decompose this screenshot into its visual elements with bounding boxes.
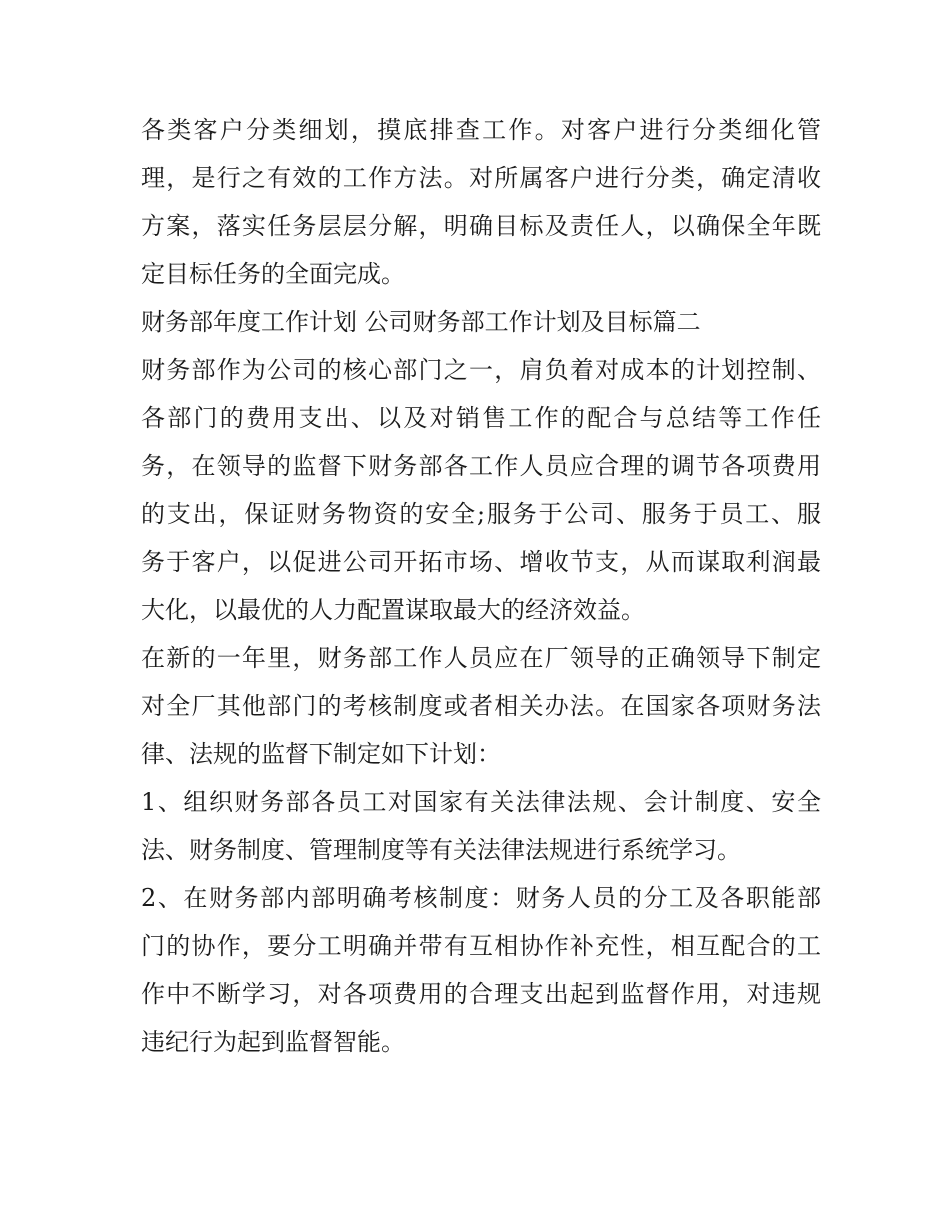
text-line: 违纪行为起到监督智能。 — [141, 1028, 405, 1056]
heading-text: 财务部年度工作计划 公司财务部工作计划及目标篇二 — [141, 308, 701, 336]
paragraph-finance-role — [141, 346, 821, 634]
document-body — [141, 106, 821, 1066]
section-heading — [141, 298, 821, 346]
text-line: 的支出，保证财务物资的安全;服务于公司、服务于员工、服 — [141, 500, 821, 528]
text-line: 门的协作，要分工明确并带有互相协作补充性，相互配合的工 — [141, 932, 821, 960]
text-line: 各类客户分类细划，摸底排查工作。对客户进行分类细化管 — [141, 116, 821, 144]
text-line: 财务部作为公司的核心部门之一，肩负着对成本的计划控制、 — [141, 356, 821, 384]
text-line: 方案，落实任务层层分解，明确目标及责任人，以确保全年既 — [141, 212, 821, 240]
text-line: 各部门的费用支出、以及对销售工作的配合与总结等工作任 — [141, 404, 821, 432]
paragraph-customer-classification — [141, 106, 821, 298]
text-line: 1、组织财务部各员工对国家有关法律法规、会计制度、安全 — [141, 788, 821, 816]
list-item-1 — [141, 778, 821, 874]
text-line: 在新的一年里，财务部工作人员应在厂领导的正确领导下制定 — [141, 644, 821, 672]
text-line: 律、法规的监督下制定如下计划： — [141, 740, 501, 768]
text-line: 务于客户，以促进公司开拓市场、增收节支，从而谋取利润最 — [141, 548, 821, 576]
text-line: 2、在财务部内部明确考核制度：财务人员的分工及各职能部 — [141, 884, 821, 912]
list-item-2 — [141, 874, 821, 1066]
text-line: 务，在领导的监督下财务部各工作人员应合理的调节各项费用 — [141, 452, 821, 480]
text-line: 理，是行之有效的工作方法。对所属客户进行分类，确定清收 — [141, 164, 821, 192]
text-line: 大化，以最优的人力配置谋取最大的经济效益。 — [141, 596, 645, 624]
paragraph-new-year-plan — [141, 634, 821, 778]
text-line: 作中不断学习，对各项费用的合理支出起到监督作用，对违规 — [141, 980, 821, 1008]
text-line: 法、财务制度、管理制度等有关法律法规进行系统学习。 — [141, 836, 741, 864]
text-line: 定目标任务的全面完成。 — [141, 260, 405, 288]
text-line: 对全厂其他部门的考核制度或者相关办法。在国家各项财务法 — [141, 692, 821, 720]
